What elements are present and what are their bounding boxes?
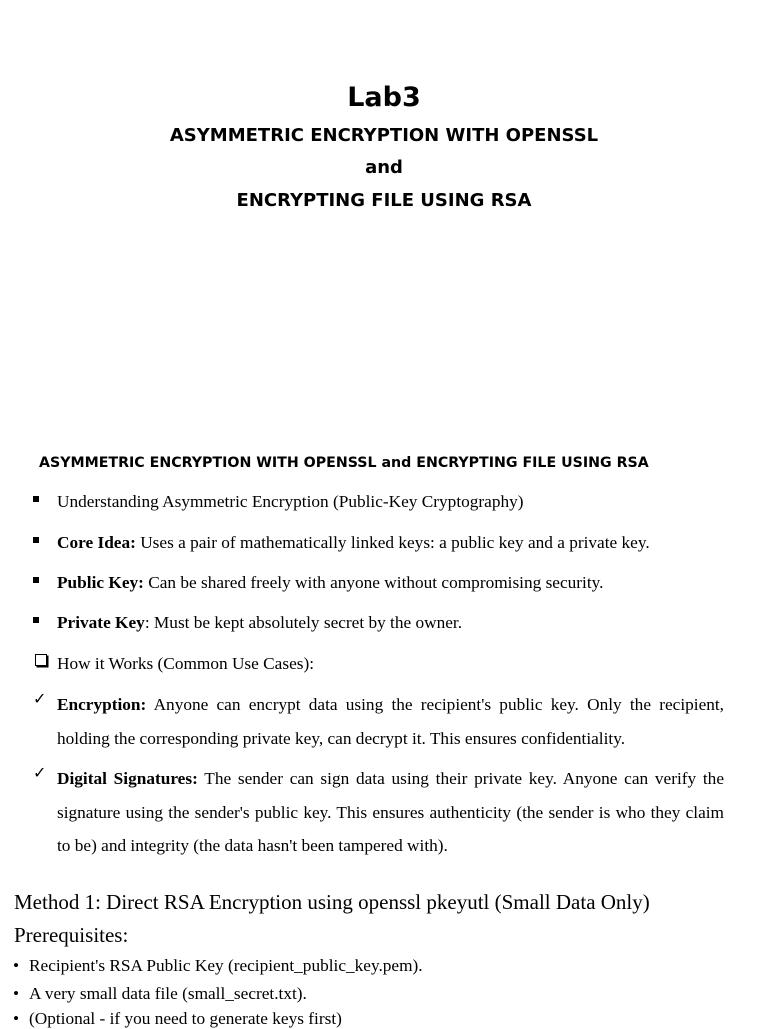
bullet-label: Private Key	[57, 613, 145, 632]
round-bullet-icon: •	[13, 984, 20, 1003]
square-bullet-icon	[33, 577, 39, 583]
hollow-box-icon	[35, 654, 47, 666]
list-item	[57, 573, 724, 593]
section-heading: ASYMMETRIC ENCRYPTION WITH OPENSSL and ENCRYPTING FILE USING RSA	[39, 455, 649, 471]
how-it-works-text: How it Works (Common Use Cases):	[57, 654, 315, 673]
square-bullet-icon	[33, 617, 39, 623]
prerequisites-heading: Prerequisites:	[14, 923, 129, 947]
subtitle-line-2: and	[365, 157, 403, 178]
round-bullet-icon: •	[13, 956, 20, 975]
method-title: Method 1: Direct RSA Encryption using openssl pkeyutl (Small Data Only)	[14, 890, 650, 914]
use-case-label: Encryption:	[57, 695, 147, 714]
bullet-text: : Must be kept absolutely secret by the owner.	[144, 613, 463, 632]
bullet-text: Understanding Asymmetric Encryption (Public-Key Cryptography)	[57, 492, 524, 511]
prerequisite-item	[13, 956, 423, 976]
bullet-text: Uses a pair of mathematically linked keys: a public key and a private key.	[135, 533, 650, 552]
bullet-label: Public Key:	[57, 573, 144, 592]
use-case-item	[57, 688, 724, 755]
prerequisite-text: Recipient's RSA Public Key (recipient_public_key.pem).	[29, 956, 423, 975]
use-case-text: The sender can sign data using their private key. Anyone can verify the signature using the sender's public key. This ensures authenticity (the sender is who they claim to be) and integrity (the data hasn't been tampered with).	[57, 769, 724, 855]
bullet-text: Can be shared freely with anyone without compromising security.	[143, 573, 604, 592]
use-case-label: Digital Signatures:	[57, 769, 198, 788]
subtitle-line-1: ASYMMETRIC ENCRYPTION WITH OPENSSL	[169, 125, 599, 146]
list-item	[57, 492, 724, 512]
use-case-item	[57, 762, 724, 863]
checkmark-icon: ✓	[33, 691, 47, 708]
lab-title: Lab3	[347, 82, 421, 113]
list-item	[57, 654, 724, 674]
checkmark-icon: ✓	[33, 765, 47, 782]
use-case-text: Anyone can encrypt data using the recipient's public key. Only the recipient, holding the corresponding private key, can decrypt it. This ensures confidentiality.	[57, 695, 724, 748]
prerequisite-text: (Optional - if you need to generate keys first)	[29, 1009, 342, 1028]
square-bullet-icon	[33, 537, 39, 543]
bullet-label: Core Idea:	[57, 533, 136, 552]
prerequisite-text: A very small data file (small_secret.txt).	[29, 984, 307, 1003]
prerequisite-item	[13, 1009, 342, 1029]
square-bullet-icon	[33, 496, 39, 502]
list-item	[57, 613, 724, 633]
round-bullet-icon: •	[13, 1009, 20, 1028]
list-item	[57, 533, 724, 553]
subtitle-line-3: ENCRYPTING FILE USING RSA	[236, 190, 532, 211]
prerequisite-item	[13, 984, 307, 1004]
